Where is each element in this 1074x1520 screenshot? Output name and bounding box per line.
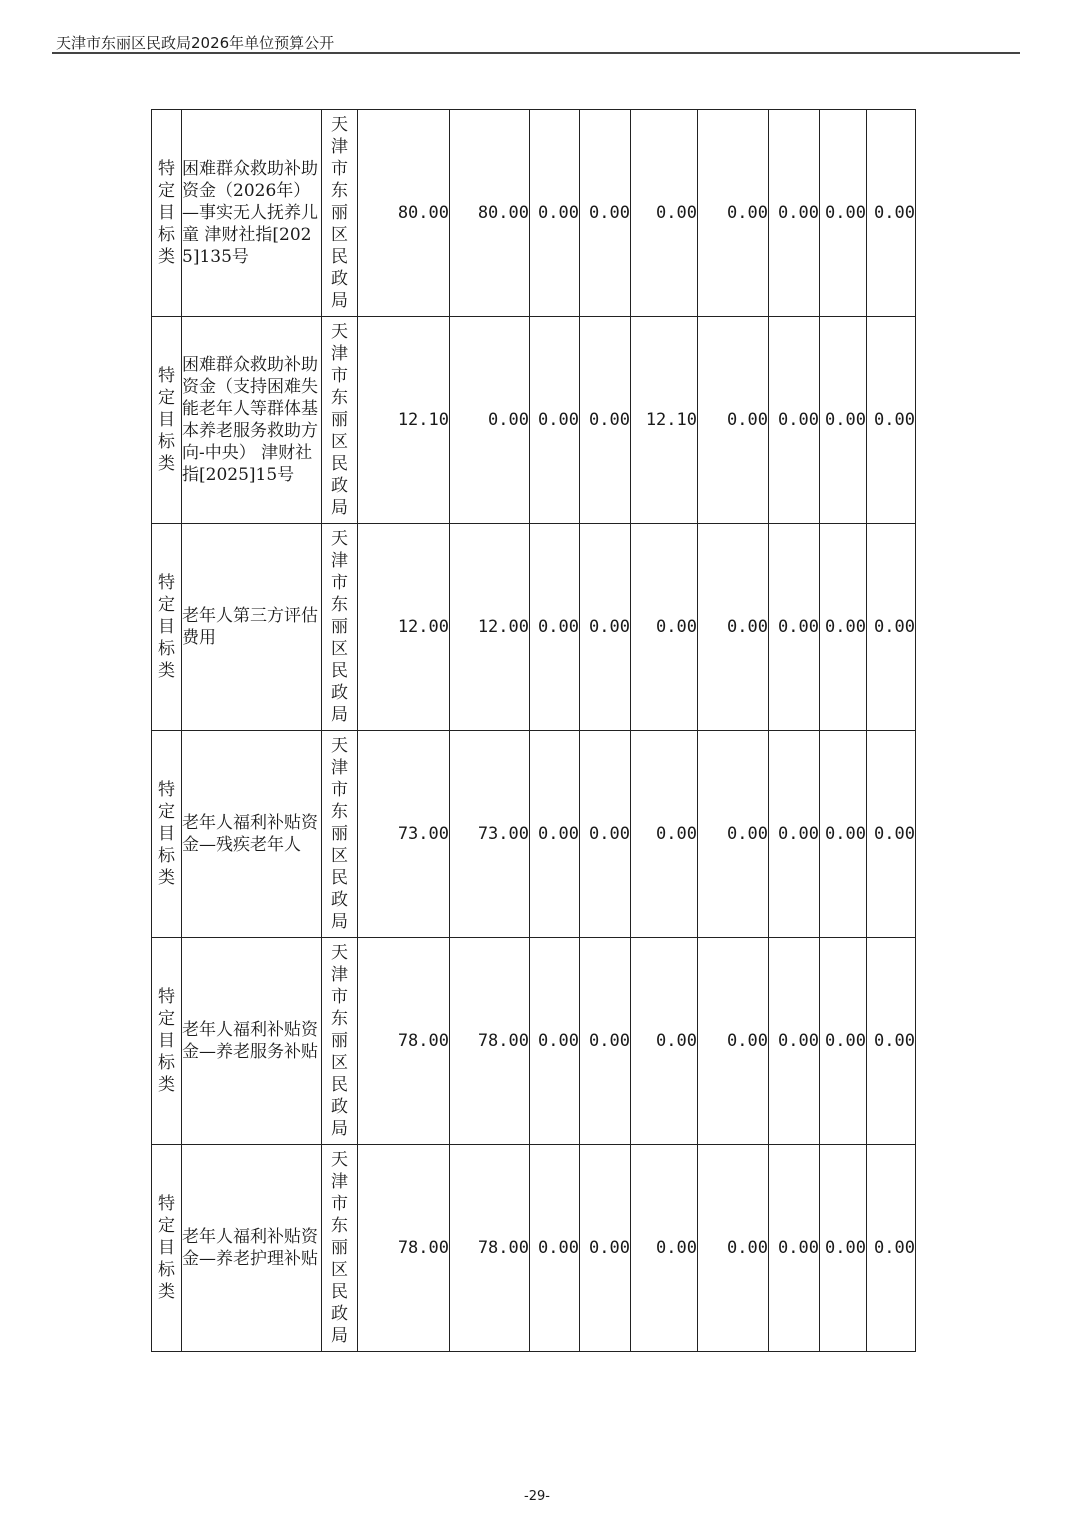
project-name-cell: 老年人第三方评估费用: [182, 524, 322, 731]
amount-cell: 0.00: [769, 1145, 820, 1352]
amount-cell: 0.00: [698, 938, 769, 1145]
header-divider: [52, 52, 1020, 54]
unit-name-label: 天津市东丽区民政局: [331, 736, 348, 932]
project-type-cell: [152, 1145, 182, 1352]
unit-name-cell: [322, 1145, 358, 1352]
project-name-cell: 困难群众救助补助资金（2026年）—事实无人抚养儿童 津财社指[2025]135号: [182, 110, 322, 317]
project-name-cell: 老年人福利补贴资金—养老护理补贴: [182, 1145, 322, 1352]
amount-cell: 0.00: [867, 317, 916, 524]
amount-cell: 0.00: [530, 938, 580, 1145]
table-row: [152, 731, 916, 938]
amount-cell: 0.00: [580, 317, 631, 524]
unit-name-label: 天津市东丽区民政局: [331, 115, 348, 311]
amount-cell: 12.00: [358, 524, 450, 731]
unit-name-cell: [322, 938, 358, 1145]
amount-cell: 0.00: [867, 524, 916, 731]
project-name-cell: 困难群众救助补助资金（支持困难失能老年人等群体基本养老服务救助方向-中央） 津财社指[2025]15号: [182, 317, 322, 524]
amount-cell: 12.10: [631, 317, 698, 524]
amount-cell: 0.00: [867, 731, 916, 938]
amount-cell: 0.00: [820, 524, 867, 731]
amount-cell: 0.00: [631, 938, 698, 1145]
amount-cell: 0.00: [820, 110, 867, 317]
amount-cell: 0.00: [820, 731, 867, 938]
table-body: [152, 110, 916, 1352]
amount-cell: 0.00: [530, 317, 580, 524]
amount-cell: 78.00: [450, 938, 530, 1145]
amount-cell: 0.00: [631, 731, 698, 938]
project-type-cell: [152, 524, 182, 731]
budget-table: [151, 109, 916, 1352]
unit-name-label: 天津市东丽区民政局: [331, 943, 348, 1139]
unit-name-label: 天津市东丽区民政局: [331, 322, 348, 518]
amount-cell: 0.00: [631, 524, 698, 731]
project-type-label: 特定目标类: [158, 573, 175, 681]
amount-cell: 12.10: [358, 317, 450, 524]
amount-cell: 0.00: [769, 110, 820, 317]
unit-name-cell: [322, 317, 358, 524]
amount-cell: 0.00: [530, 731, 580, 938]
table-row: [152, 938, 916, 1145]
table-row: [152, 110, 916, 317]
amount-cell: 0.00: [631, 1145, 698, 1352]
project-type-cell: [152, 110, 182, 317]
project-type-cell: [152, 317, 182, 524]
project-type-label: 特定目标类: [158, 159, 175, 267]
amount-cell: 80.00: [450, 110, 530, 317]
amount-cell: 0.00: [698, 524, 769, 731]
unit-name-cell: [322, 110, 358, 317]
amount-cell: 0.00: [530, 110, 580, 317]
unit-name-cell: [322, 524, 358, 731]
amount-cell: 0.00: [698, 317, 769, 524]
amount-cell: 0.00: [820, 1145, 867, 1352]
amount-cell: 0.00: [698, 110, 769, 317]
amount-cell: 0.00: [698, 731, 769, 938]
amount-cell: 0.00: [769, 731, 820, 938]
amount-cell: 0.00: [867, 1145, 916, 1352]
project-name-cell: 老年人福利补贴资金—残疾老年人: [182, 731, 322, 938]
amount-cell: 73.00: [450, 731, 530, 938]
unit-name-label: 天津市东丽区民政局: [331, 1150, 348, 1346]
amount-cell: 12.00: [450, 524, 530, 731]
amount-cell: 0.00: [580, 110, 631, 317]
table-row: [152, 317, 916, 524]
project-type-cell: [152, 938, 182, 1145]
amount-cell: 0.00: [867, 110, 916, 317]
amount-cell: 0.00: [769, 524, 820, 731]
amount-cell: 0.00: [580, 1145, 631, 1352]
amount-cell: 80.00: [358, 110, 450, 317]
amount-cell: 0.00: [580, 731, 631, 938]
amount-cell: 0.00: [631, 110, 698, 317]
amount-cell: 78.00: [358, 938, 450, 1145]
project-name-cell: 老年人福利补贴资金—养老服务补贴: [182, 938, 322, 1145]
amount-cell: 0.00: [769, 317, 820, 524]
amount-cell: 0.00: [769, 938, 820, 1145]
amount-cell: 0.00: [698, 1145, 769, 1352]
page-header-title: 天津市东丽区民政局2026年单位预算公开: [56, 34, 335, 52]
amount-cell: 0.00: [820, 317, 867, 524]
amount-cell: 78.00: [450, 1145, 530, 1352]
amount-cell: 73.00: [358, 731, 450, 938]
project-type-label: 特定目标类: [158, 1194, 175, 1302]
amount-cell: 78.00: [358, 1145, 450, 1352]
project-type-label: 特定目标类: [158, 987, 175, 1095]
amount-cell: 0.00: [530, 524, 580, 731]
unit-name-label: 天津市东丽区民政局: [331, 529, 348, 725]
project-type-label: 特定目标类: [158, 780, 175, 888]
table-row: [152, 1145, 916, 1352]
amount-cell: 0.00: [530, 1145, 580, 1352]
amount-cell: 0.00: [867, 938, 916, 1145]
amount-cell: 0.00: [580, 524, 631, 731]
amount-cell: 0.00: [450, 317, 530, 524]
amount-cell: 0.00: [580, 938, 631, 1145]
table-row: [152, 524, 916, 731]
page-number: -29-: [524, 1489, 550, 1504]
unit-name-cell: [322, 731, 358, 938]
project-type-label: 特定目标类: [158, 366, 175, 474]
amount-cell: 0.00: [820, 938, 867, 1145]
project-type-cell: [152, 731, 182, 938]
